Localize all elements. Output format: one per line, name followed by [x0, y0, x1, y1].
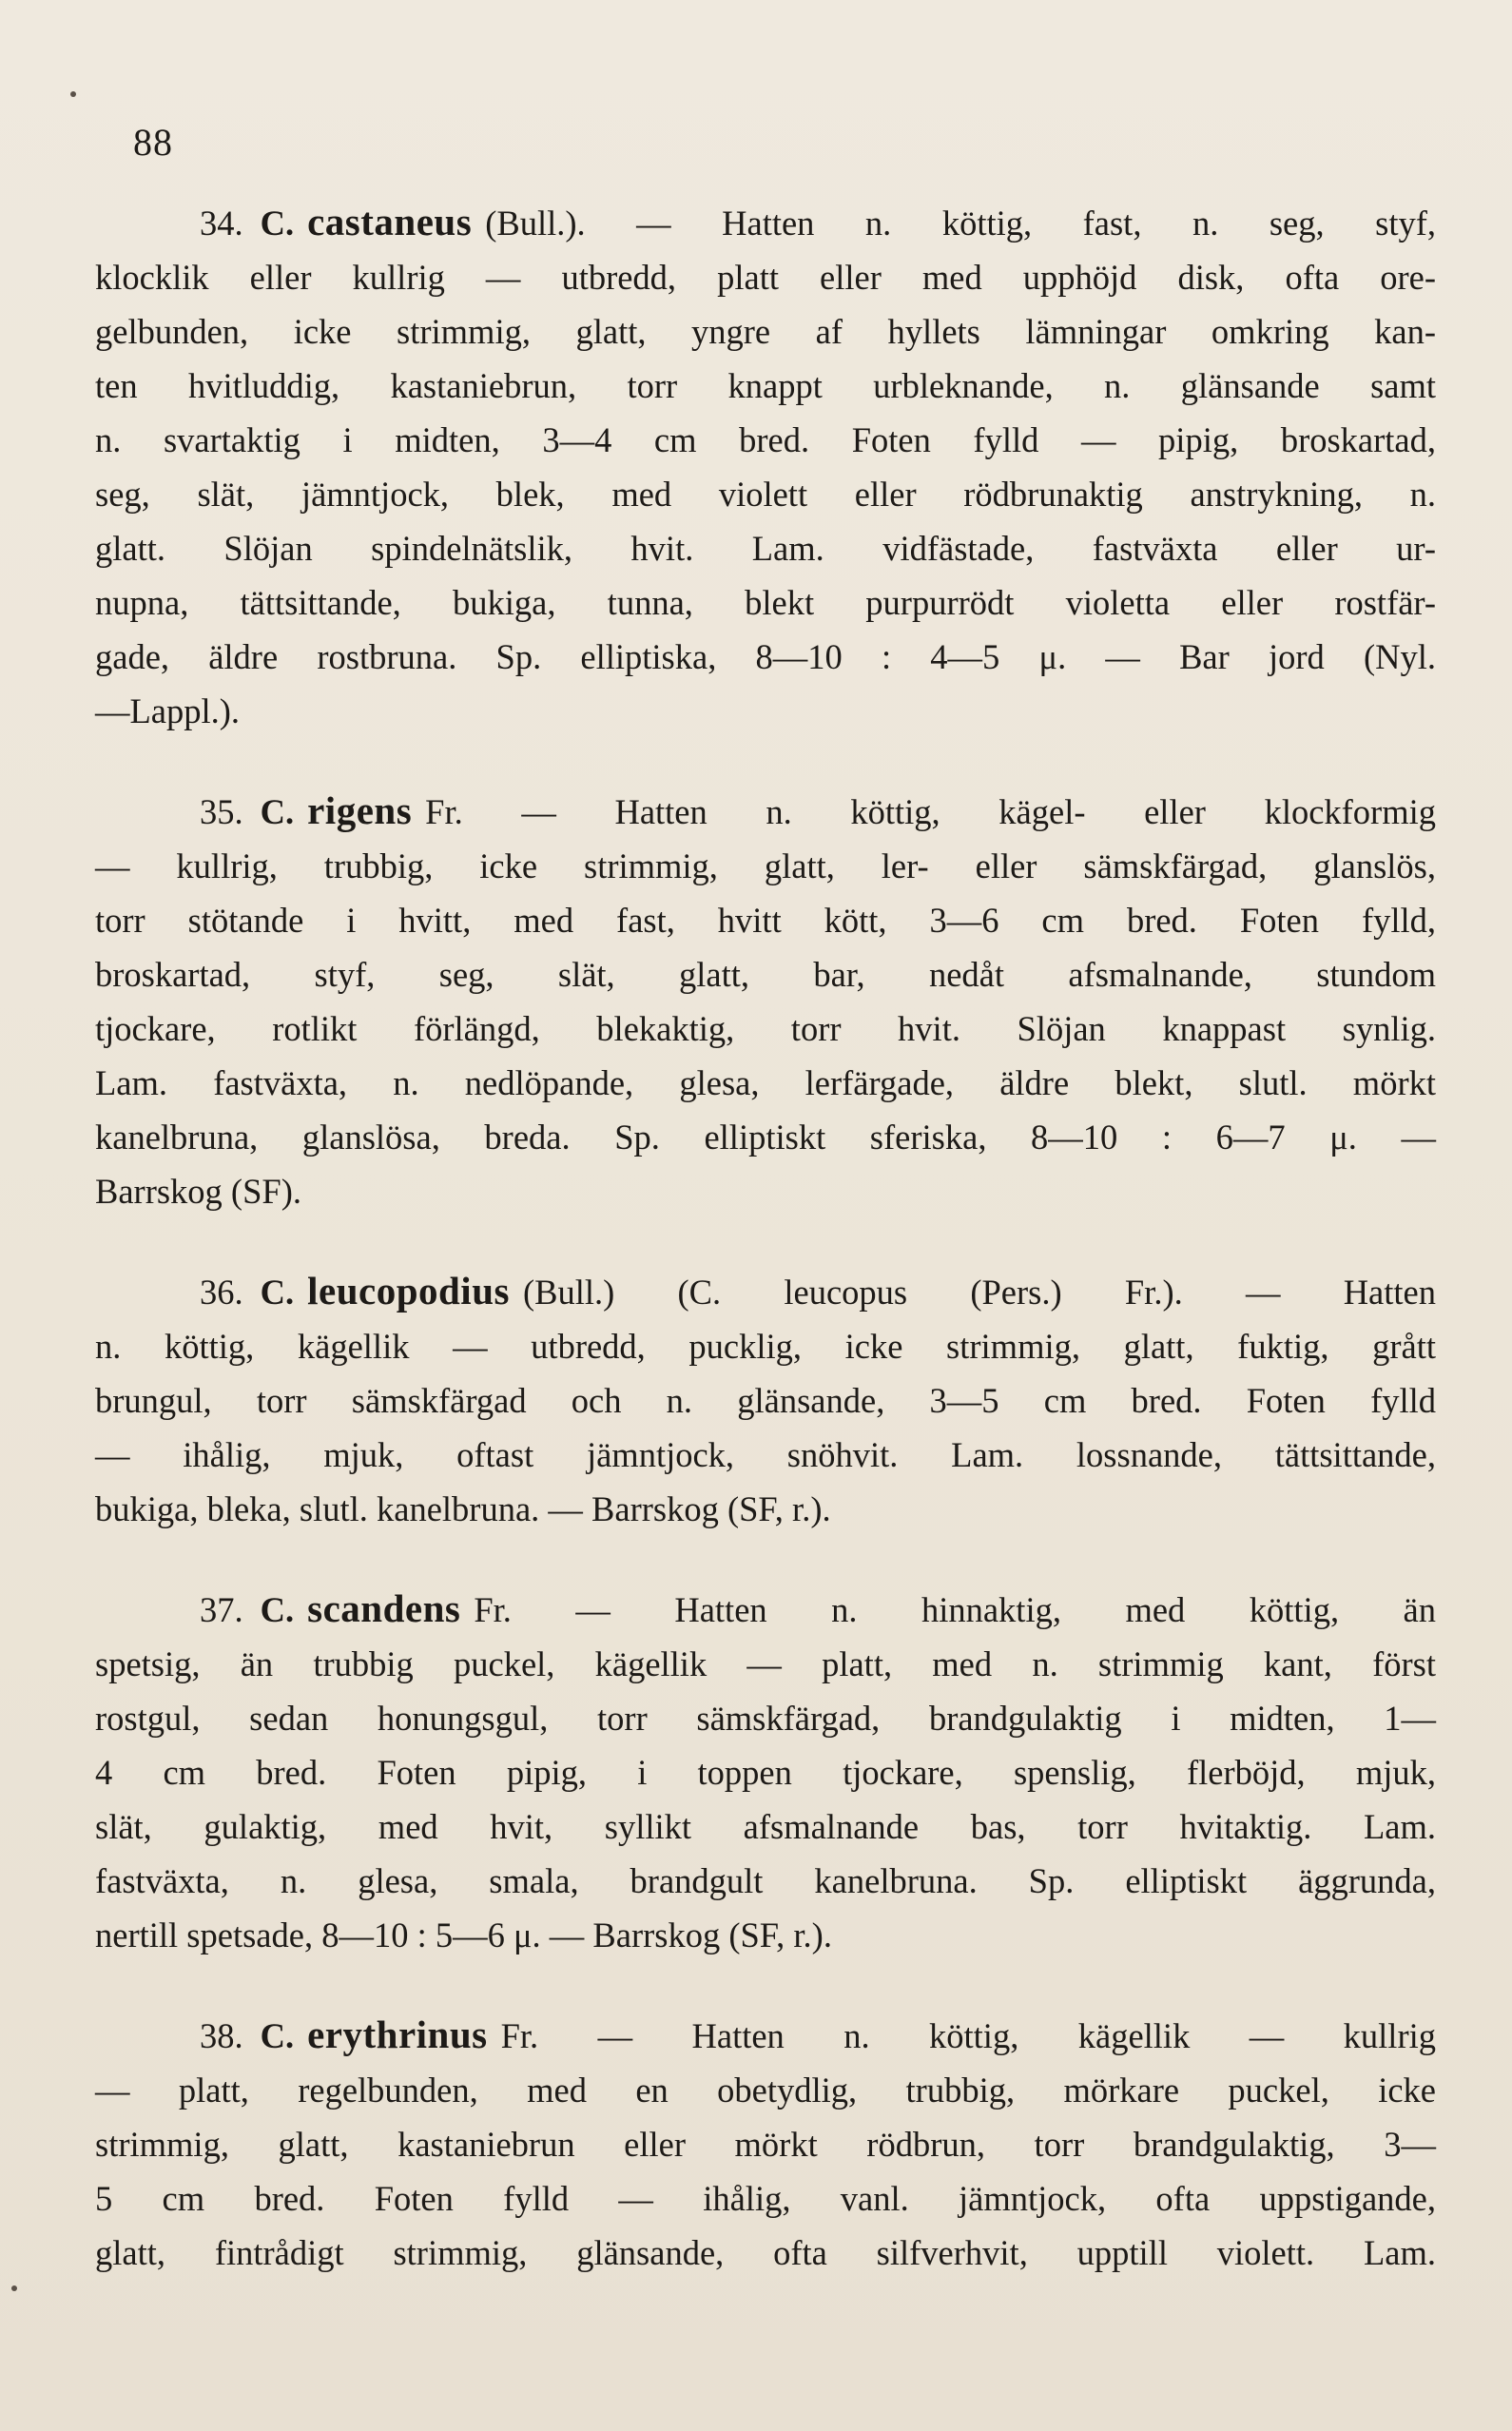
- print-speck: [70, 91, 76, 97]
- entry-line: n. svartaktig i midten, 3—4 cm bred. Foten fylld — pipig, broskartad,: [95, 420, 1436, 459]
- entry-line: strimmig, glatt, kastaniebrun eller mörkt rödbrun, torr brandgulaktig, 3—: [95, 2125, 1436, 2164]
- entry-line: rostgul, sedan honungsgul, torr sämskfärgad, brandgulaktig i midten, 1—: [95, 1699, 1436, 1738]
- entry-line: glatt. Slöjan spindelnätslik, hvit. Lam. vidfästade, fastväxta eller ur-: [95, 529, 1436, 568]
- entry-line: nertill spetsade, 8—10 : 5—6 μ. — Barrskog (SF, r.).: [95, 1916, 832, 1955]
- entry-line: spetsig, än trubbig puckel, kägellik — platt, med n. strimmig kant, först: [95, 1644, 1436, 1683]
- entry-line: slät, gulaktig, med hvit, syllikt afsmalnande bas, torr hvitaktig. Lam.: [95, 1807, 1436, 1846]
- species-name: erythrinus: [307, 2013, 488, 2056]
- entry-line: [95, 195, 1436, 250]
- entry-text: (Bull.) (C. leucopus (Pers.) Fr.). — Hatten: [522, 1273, 1436, 1312]
- species-entry-leucopodius: [95, 1264, 1436, 1536]
- entry-line: [95, 1582, 1436, 1637]
- species-name: rigens: [307, 788, 413, 832]
- entry-line: broskartad, styf, seg, slät, glatt, bar, nedåt afsmalnande, stundom: [95, 955, 1436, 994]
- entry-line: nupna, tättsittande, bukiga, tunna, blekt purpurrödt violetta eller rostfär-: [95, 583, 1436, 622]
- genus-abbreviation: C.: [260, 1590, 295, 1629]
- species-entry-scandens: [95, 1582, 1436, 1962]
- entry-number: 37.: [200, 1590, 243, 1629]
- entry-text: Fr. — Hatten n. köttig, kägel- eller klockformig: [425, 792, 1436, 831]
- species-entry-erythrinus: [95, 2008, 1436, 2280]
- species-name: castaneus: [307, 200, 473, 243]
- entry-line: [95, 784, 1436, 839]
- entry-number: 36.: [200, 1273, 243, 1312]
- entry-line: glatt, fintrådigt strimmig, glänsande, ofta silfverhvit, upptill violett. Lam.: [95, 2233, 1436, 2272]
- entry-line: Barrskog (SF).: [95, 1172, 301, 1211]
- genus-abbreviation: C.: [260, 2016, 295, 2055]
- entry-line: —Lappl.).: [95, 691, 241, 730]
- entry-line: ten hvitluddig, kastaniebrun, torr knappt urbleknande, n. glänsande samt: [95, 366, 1436, 405]
- page-number: 88: [133, 121, 173, 164]
- entry-line: tjockare, rotlikt förlängd, blekaktig, torr hvit. Slöjan knappast synlig.: [95, 1009, 1436, 1048]
- entry-number: 34.: [200, 204, 243, 243]
- entry-line: 4 cm bred. Foten pipig, i toppen tjockare, spenslig, flerböjd, mjuk,: [95, 1753, 1436, 1792]
- species-name: scandens: [307, 1586, 461, 1630]
- entry-line: gelbunden, icke strimmig, glatt, yngre af hyllets lämningar omkring kan-: [95, 312, 1436, 351]
- species-name: leucopodius: [307, 1269, 510, 1313]
- entry-text: Fr. — Hatten n. hinnaktig, med köttig, än: [474, 1590, 1436, 1629]
- genus-abbreviation: C.: [260, 792, 295, 831]
- entry-line: seg, slät, jämntjock, blek, med violett eller rödbrunaktig anstrykning, n.: [95, 475, 1436, 514]
- print-speck: [11, 2285, 17, 2291]
- entry-line: 5 cm bred. Foten fylld — ihålig, vanl. jämntjock, ofta uppstigande,: [95, 2179, 1436, 2218]
- entry-line: kanelbruna, glanslösa, breda. Sp. elliptiskt sferiska, 8—10 : 6—7 μ. —: [95, 1118, 1436, 1157]
- entry-line: Lam. fastväxta, n. nedlöpande, glesa, lerfärgade, äldre blekt, slutl. mörkt: [95, 1063, 1436, 1102]
- entry-line: — platt, regelbunden, med en obetydlig, trubbig, mörkare puckel, icke: [95, 2071, 1436, 2110]
- entry-line: klocklik eller kullrig — utbredd, platt eller med upphöjd disk, ofta ore-: [95, 258, 1436, 297]
- entry-text: (Bull.). — Hatten n. köttig, fast, n. seg, styf,: [485, 204, 1436, 243]
- entry-text: Fr. — Hatten n. köttig, kägellik — kullrig: [500, 2016, 1436, 2055]
- species-entry-rigens: [95, 784, 1436, 1218]
- entry-line: n. köttig, kägellik — utbredd, pucklig, icke strimmig, glatt, fuktig, grått: [95, 1327, 1436, 1366]
- entry-line: fastväxta, n. glesa, smala, brandgult kanelbruna. Sp. elliptiskt äggrunda,: [95, 1861, 1436, 1900]
- genus-abbreviation: C.: [260, 204, 295, 243]
- entry-line: [95, 2008, 1436, 2063]
- species-entry-castaneus: [95, 195, 1436, 738]
- entry-line: brungul, torr sämskfärgad och n. glänsande, 3—5 cm bred. Foten fylld: [95, 1381, 1436, 1420]
- entry-line: — ihålig, mjuk, oftast jämntjock, snöhvit. Lam. lossnande, tättsittande,: [95, 1435, 1436, 1474]
- entry-line: bukiga, bleka, slutl. kanelbruna. — Barrskog (SF, r.).: [95, 1489, 831, 1528]
- text-block: [95, 195, 1436, 2325]
- entry-number: 35.: [200, 792, 243, 831]
- entry-line: gade, äldre rostbruna. Sp. elliptiska, 8—10 : 4—5 μ. — Bar jord (Nyl.: [95, 637, 1436, 676]
- entry-number: 38.: [200, 2016, 243, 2055]
- entry-line: torr stötande i hvitt, med fast, hvitt kött, 3—6 cm bred. Foten fylld,: [95, 901, 1436, 940]
- genus-abbreviation: C.: [260, 1273, 295, 1312]
- entry-line: — kullrig, trubbig, icke strimmig, glatt, ler- eller sämskfärgad, glanslös,: [95, 846, 1436, 885]
- entry-line: [95, 1264, 1436, 1319]
